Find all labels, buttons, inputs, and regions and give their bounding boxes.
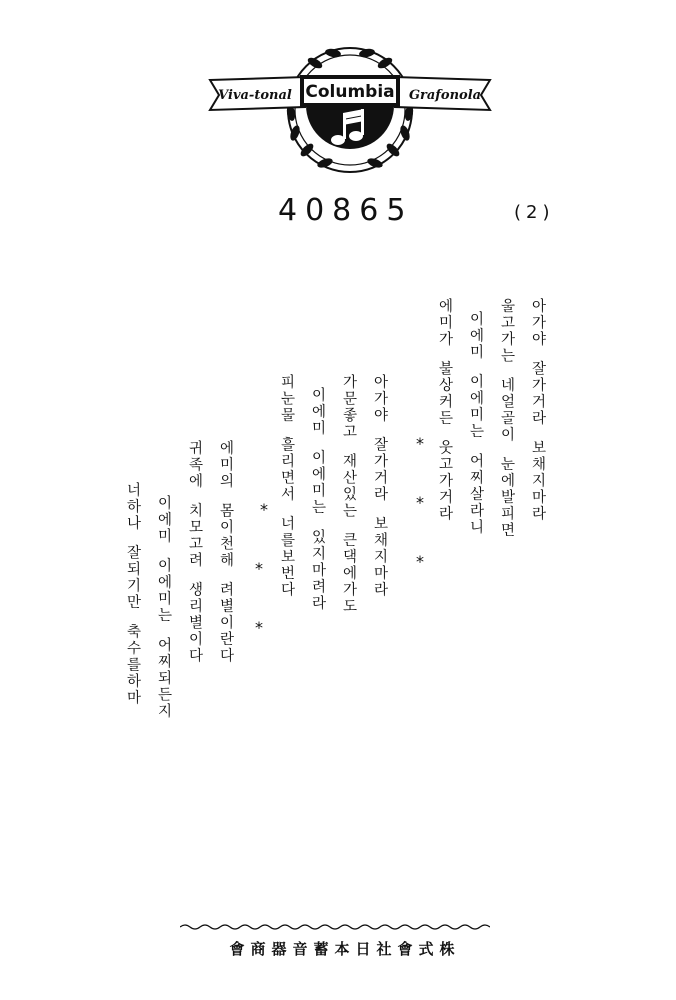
side-number: (2): [514, 202, 555, 223]
lyric-line: 이에미 이에미는 있지마려라: [309, 374, 326, 612]
separator-star: *: [260, 500, 268, 519]
separator-star: *: [255, 559, 263, 578]
lyric-line: 아가야 잘가거라 보채지마라: [529, 298, 546, 523]
lyric-line: 에미가 불상커든 웃고가거라: [436, 298, 453, 523]
lyric-line: 피눈물 흘리면서 너를보번다: [278, 374, 295, 599]
separator-star: *: [416, 493, 424, 512]
lyric-line: 에미의 몸이천해 려별이란다: [217, 440, 234, 665]
lyric-line: 너하나 잘되기만 축수를하마: [124, 482, 141, 707]
lyric-line: 이에미 이에미는 어찌살라니: [467, 298, 484, 536]
label-right-text: Grafonola: [408, 88, 482, 103]
lyric-line: 이에미 이에미는 어찌되든지: [155, 482, 172, 720]
separator-star: *: [416, 434, 424, 453]
separator-star: *: [255, 618, 263, 637]
catalog-number: 40865: [278, 193, 414, 228]
label-left-text: Viva-tonal: [218, 88, 292, 103]
label-brand: Columbia: [305, 82, 395, 102]
lyric-line: 아가야 잘가거라 보채지마라: [371, 374, 388, 599]
columbia-logo: [205, 35, 495, 180]
publisher-footer: 會商器音蓄本日社會式株: [229, 940, 461, 958]
lyric-line: 가문좋고 재산있는 큰댁에가도: [340, 374, 357, 615]
lyric-line: 울고가는 네얼골이 눈에발피면: [498, 298, 515, 539]
separator-star: *: [416, 552, 424, 571]
wavy-divider: [180, 922, 490, 932]
lyric-line: 귀족에 치모고려 생리별이다: [186, 440, 203, 665]
